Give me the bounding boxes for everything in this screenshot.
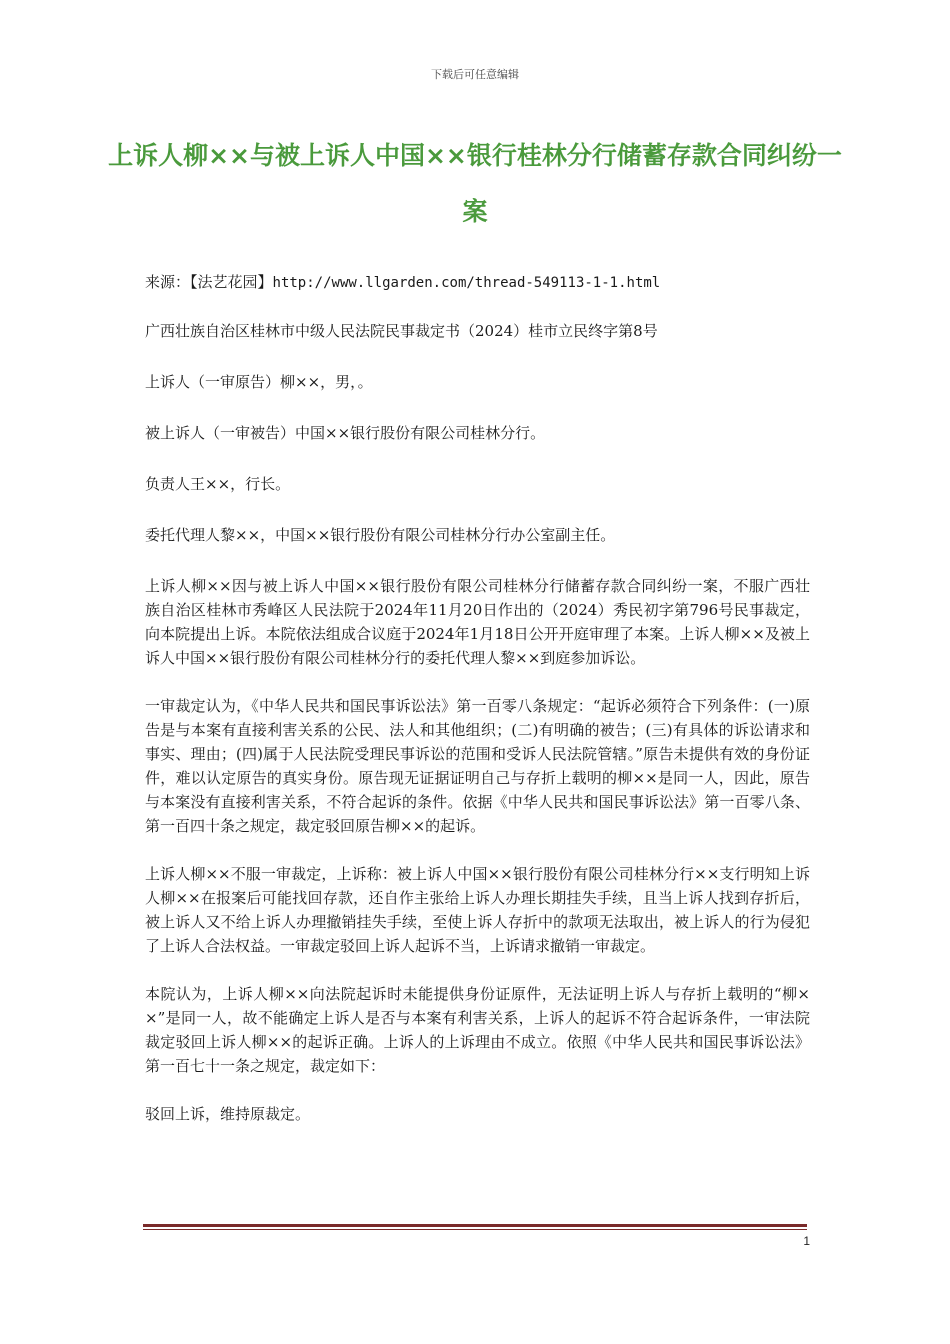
source-line	[145, 270, 810, 295]
paragraph-appeal-claims: 上诉人柳××不服一审裁定，上诉称：被上诉人中国××银行股份有限公司桂林分行××支行明知上诉人柳××在报案后可能找回存款，还自作主张给上诉人办理长期挂失手续，且当上诉人找到存折后，被上诉人又不给上诉人办理撤销挂失手续，至使上诉人存折中的款项无法取出，被上诉人的行为侵犯了上诉人合法权益。一审裁定驳回上诉人起诉不当，上诉请求撤销一审裁定。	[145, 865, 810, 955]
source-label: 来源：【法艺花园】	[145, 273, 273, 291]
source-url: http://www.llgarden.com/thread-549113-1-1.html	[272, 275, 661, 291]
paragraph-responsible-person: 负责人王××，行长。	[145, 475, 291, 493]
footer-divider-thin	[143, 1229, 807, 1230]
paragraph-appellee: 被上诉人（一审被告）中国××银行股份有限公司桂林分行。	[145, 424, 546, 442]
paragraph-agent: 委托代理人黎××，中国××银行股份有限公司桂林分行办公室副主任。	[145, 526, 616, 544]
header-note: 下载后可任意编辑	[431, 68, 519, 81]
paragraph-appellant: 上诉人（一审原告）柳××，男，。	[145, 373, 373, 391]
paragraph-ruling: 驳回上诉，维持原裁定。	[145, 1105, 311, 1123]
paragraph-case-summary: 上诉人柳××因与被上诉人中国××银行股份有限公司桂林分行储蓄存款合同纠纷一案，不服广西壮族自治区桂林市秀峰区人民法院于2024年11月20日作出的（2024）秀民初字第796号民事裁定，向本院提出上诉。本院依法组成合议庭于2024年1月18日公开开庭审理了本案。上诉人柳××及被上诉人中国××银行股份有限公司桂林分行的委托代理人黎××到庭参加诉讼。	[145, 577, 810, 667]
footer-divider	[143, 1224, 807, 1230]
footer-divider-thick	[143, 1224, 807, 1227]
paragraph-court-opinion: 本院认为，上诉人柳××向法院起诉时未能提供身份证原件，无法证明上诉人与存折上载明的“柳××”是同一人，故不能确定上诉人是否与本案有利害关系，上诉人的起诉不符合起诉条件，一审法院裁定驳回上诉人柳××的起诉正确。上诉人的上诉理由不成立。依照《中华人民共和国民事诉讼法》第一百七十一条之规定，裁定如下：	[145, 985, 810, 1075]
document-body	[145, 270, 810, 1150]
paragraph-first-ruling: 一审裁定认为，《中华人民共和国民事诉讼法》第一百零八条规定：“起诉必须符合下列条件：(一)原告是与本案有直接利害关系的公民、法人和其他组织；(二)有明确的被告；(三)有具体的诉讼请求和事实、理由；(四)属于人民法院受理民事诉讼的范围和受诉人民法院管辖。”原告未提供有效的身份证件，难以认定原告的真实身份。原告现无证据证明自己与存折上载明的柳××是同一人，因此，原告与本案没有直接利害关系，不符合起诉的条件。依据《中华人民共和国民事诉讼法》第一百零八条、第一百四十条之规定，裁定驳回原告柳××的起诉。	[145, 697, 810, 835]
document-title: 上诉人柳××与被上诉人中国××银行桂林分行储蓄存款合同纠纷一案	[108, 141, 842, 226]
page-number: 1	[803, 1234, 810, 1248]
paragraph-court-header: 广西壮族自治区桂林市中级人民法院民事裁定书（2024）桂市立民终字第8号	[145, 322, 658, 340]
